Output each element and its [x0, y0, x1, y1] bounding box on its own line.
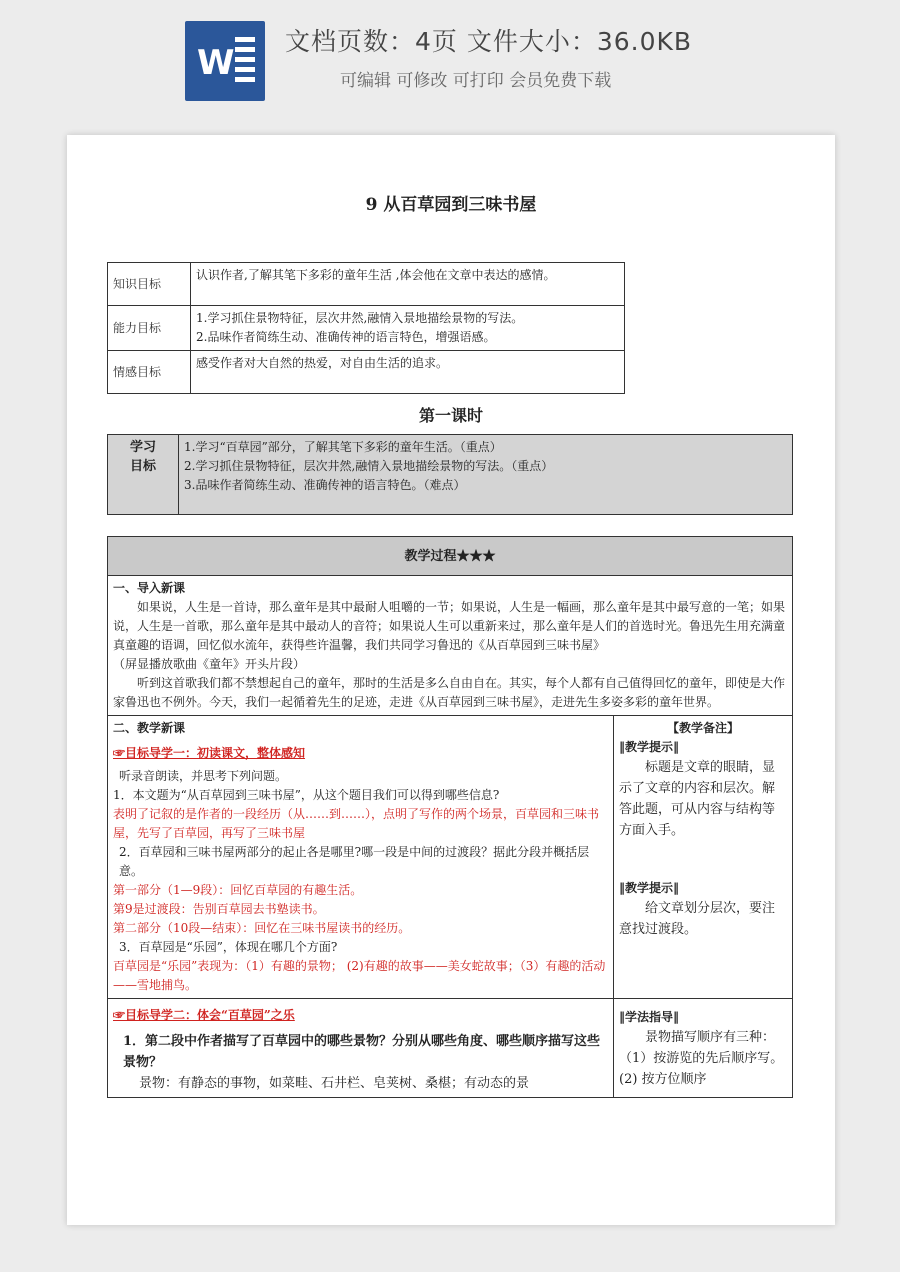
intro-paragraph: 听到这首歌我们都不禁想起自己的童年，那时的生活是多么自由自在。其实，每个人都有自己值得回忆的童年，即使是大作家鲁迅也不例外。今天，我们一起循着先生的足迹，走进《从百草园到三味书屋》，走进先生多姿多彩的童年世界。 — [113, 676, 786, 709]
answer: 百草园是“乐园”表现为：（1）有趣的景物； (2)有趣的故事——美女蛇故事；（3）有趣的活动——雪地捕鸟。 — [113, 959, 606, 992]
table-row — [108, 263, 625, 306]
table-row — [108, 306, 625, 351]
tip-title: ‖教学提示‖ — [619, 881, 680, 895]
new-lesson-title: 二、教学新课 — [113, 721, 186, 735]
question: 3．百草园是“乐园”，体现在哪几个方面? — [119, 940, 338, 954]
list-item: 3.品味作者简练生动、准确传神的语言特色。（难点） — [184, 478, 466, 492]
goal-text — [191, 306, 625, 351]
download-header — [0, 0, 900, 118]
notes-head: 【教学备注】 — [666, 721, 739, 735]
study-goals-table — [107, 434, 793, 515]
goal-line: 2.品味作者简练生动、准确传神的语言特色，增强语感。 — [196, 330, 496, 344]
tip-text: 给文章划分层次，要注意找过渡段。 — [619, 901, 776, 937]
goal-line: 1.学习抓住景物特征，层次井然,融情入景地描绘景物的写法。 — [196, 311, 524, 325]
process-head: 教学过程★★★ — [108, 537, 793, 576]
question: 1．本文题为“从百草园到三味书屋”，从这个题目我们可以得到哪些信息? — [113, 788, 500, 802]
goals-table — [107, 262, 625, 394]
goal-text: 认识作者,了解其笔下多彩的童年生活 ,体会他在文章中表达的感情。 — [191, 263, 625, 306]
new-lesson-cell — [108, 716, 614, 999]
intro-title: 一、导入新课 — [113, 581, 186, 595]
notes-cell — [614, 716, 793, 999]
study-label-line: 目标 — [129, 459, 156, 474]
answer: 表明了记叙的是作者的一段经历（从……到……），点明了写作的两个场景，百草园和三味书屋，先写了百草园，再写了三味书屋 — [113, 807, 600, 840]
tip-text: 景物描写顺序有三种：（1）按游览的先后顺序写。(2) 按方位顺序 — [619, 1030, 784, 1087]
process-table — [107, 536, 793, 1098]
table-row — [108, 999, 793, 1098]
header-subtitle: 可编辑 可修改 可打印 会员免费下载 — [340, 71, 612, 91]
intro-cell — [108, 576, 793, 716]
goal-label: 能力目标 — [108, 306, 191, 351]
goal-text: 感受作者对大自然的热爱，对自由生活的追求。 — [191, 351, 625, 394]
goal2-heading: ☞目标导学二：体会“百草园”之乐 — [113, 1008, 295, 1022]
list-item: 2.学习抓住景物特征，层次井然,融情入景地描绘景物的写法。（重点） — [184, 459, 554, 473]
intro-paragraph: 如果说，人生是一首诗，那么童年是其中最耐人咀嚼的一节；如果说，人生是一幅画，那么童年是其中最写意的一笔；如果说，人生是一首歌，那么童年是其中最动人的音符；如果说人生可以重新来过，那么童年是人们的首选时光。鲁迅先生用充满童真童趣的语调，回忆似水流年，获得些许温馨，我们共同学习鲁迅的《从百草园到三味书屋》 — [113, 600, 786, 652]
method-cell — [614, 999, 793, 1098]
goal1-heading: ☞目标导学一：初读课文，整体感知 — [113, 746, 306, 760]
word-doc-icon: W — [185, 21, 265, 101]
tip-text: 标题是文章的眼睛，显示了文章的内容和层次。解答此题，可从内容与结构等方面入手。 — [619, 760, 776, 838]
table-row — [108, 537, 793, 576]
intro-paragraph: （屏显播放歌曲《童年》开头片段） — [113, 657, 306, 671]
study-label — [108, 435, 179, 515]
question: 2．百草园和三味书屋两部分的起止各是哪里?哪一段是中间的过渡段？据此分段并概括层意。 — [119, 845, 590, 878]
list-item: 1.学习“百草园”部分，了解其笔下多彩的童年生活。（重点） — [184, 440, 502, 454]
question: 1．第二段中作者描写了百草园中的哪些景物？分别从哪些角度、哪些顺序描写这些景物？ — [123, 1034, 601, 1070]
listen-instruction: 听录音朗读，并思考下列问题。 — [119, 769, 288, 783]
answer: 第9是过渡段：告别百草园去书塾读书。 — [113, 902, 325, 916]
table-row — [108, 435, 793, 515]
doc-title: 9 从百草园到三味书屋 — [365, 195, 537, 215]
tip-title: ‖教学提示‖ — [619, 740, 680, 754]
answer: 第二部分（10段—结束）：回忆在三味书屋读书的经历。 — [113, 921, 411, 935]
goal2-cell — [108, 999, 614, 1098]
tip-title: ‖学法指导‖ — [619, 1010, 680, 1024]
study-items — [179, 435, 793, 515]
document-page — [67, 135, 835, 1225]
table-row — [108, 576, 793, 716]
answer: 景物：有静态的事物，如菜畦、石井栏、皂荚树、桑椹；有动态的景 — [139, 1076, 530, 1091]
lesson-title: 第一课时 — [418, 406, 483, 425]
table-row — [108, 351, 625, 394]
header-title: 文档页数：4页 文件大小：36.0KB — [285, 27, 693, 56]
study-label-line: 学习 — [129, 440, 156, 455]
answer: 第一部分（1—9段）：回忆百草园的有趣生活。 — [113, 883, 363, 897]
goal-label: 情感目标 — [108, 351, 191, 394]
table-row — [108, 716, 793, 999]
goal-label: 知识目标 — [108, 263, 191, 306]
